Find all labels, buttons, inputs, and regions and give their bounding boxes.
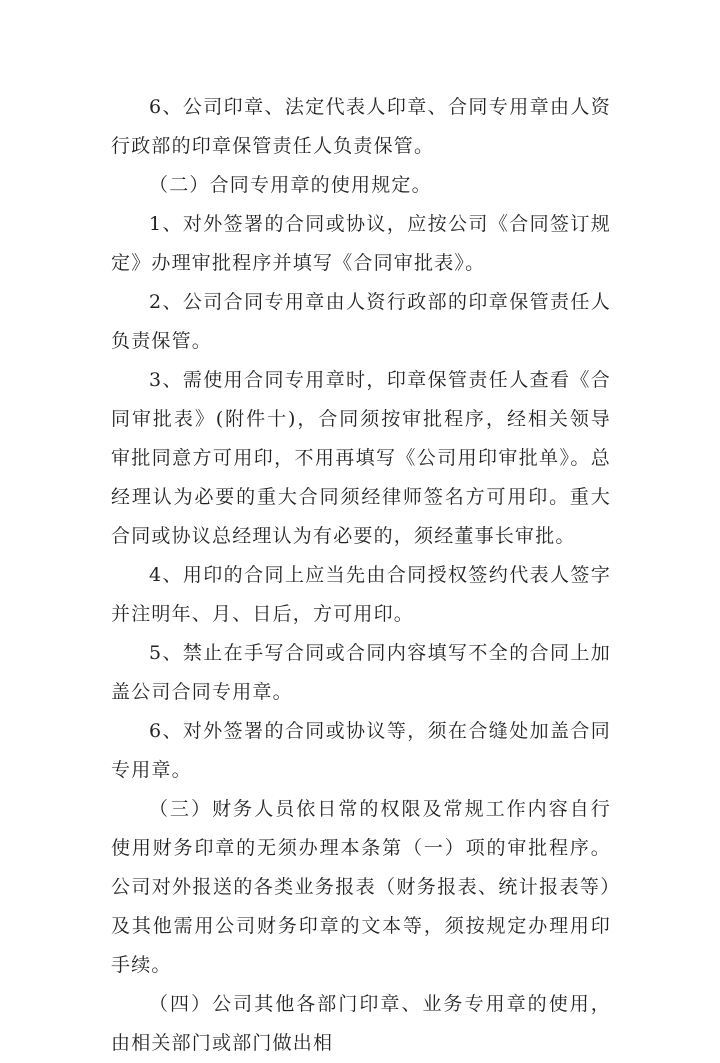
paragraph-contract-seal-usage: 3、需使用合同专用章时，印章保管责任人查看《合同审批表》(附件十)，合同须按审批程序，经相关领导审批同意方可用印，不用再填写《公司用印审批单》。总经理认为必要的重大合同须经律师签名方可用印。重大合同或协议总经理认为有必要的，须经董事长审批。 — [111, 369, 611, 547]
section-heading-contract-seal: （二）合同专用章的使用规定。 — [149, 174, 432, 196]
paragraph-prohibited-sealing: 5、禁止在手写合同或合同内容填写不全的合同上加盖公司合同专用章。 — [111, 642, 611, 703]
paragraph-contract-approval: 1、对外签署的合同或协议，应按公司《合同签订规定》办理审批程序并填写《合同审批表》。 — [111, 213, 611, 274]
paragraph-seam-seal: 6、对外签署的合同或协议等，须在合缝处加盖合同专用章。 — [111, 720, 611, 781]
paragraph-contract-seal-custody: 2、公司合同专用章由人资行政部的印章保管责任人负责保管。 — [111, 291, 611, 352]
paragraph-signature-before-seal: 4、用印的合同上应当先由合同授权签约代表人签字并注明年、月、日后，方可用印。 — [111, 564, 611, 625]
paragraph-seal-custody: 6、公司印章、法定代表人印章、合同专用章由人资行政部的印章保管责任人负责保管。 — [111, 96, 611, 157]
paragraph-finance-seal: （三）财务人员依日常的权限及常规工作内容自行使用财务印章的无须办理本条第（一）项的审批程序。公司对外报送的各类业务报表（财务报表、统计报表等）及其他需用公司财务印章的文本等，须按规定办理用印手续。 — [111, 798, 611, 976]
document-body — [111, 88, 611, 1063]
paragraph-department-seal: （四）公司其他各部门印章、业务专用章的使用，由相关部门或部门做出相 — [111, 993, 611, 1054]
